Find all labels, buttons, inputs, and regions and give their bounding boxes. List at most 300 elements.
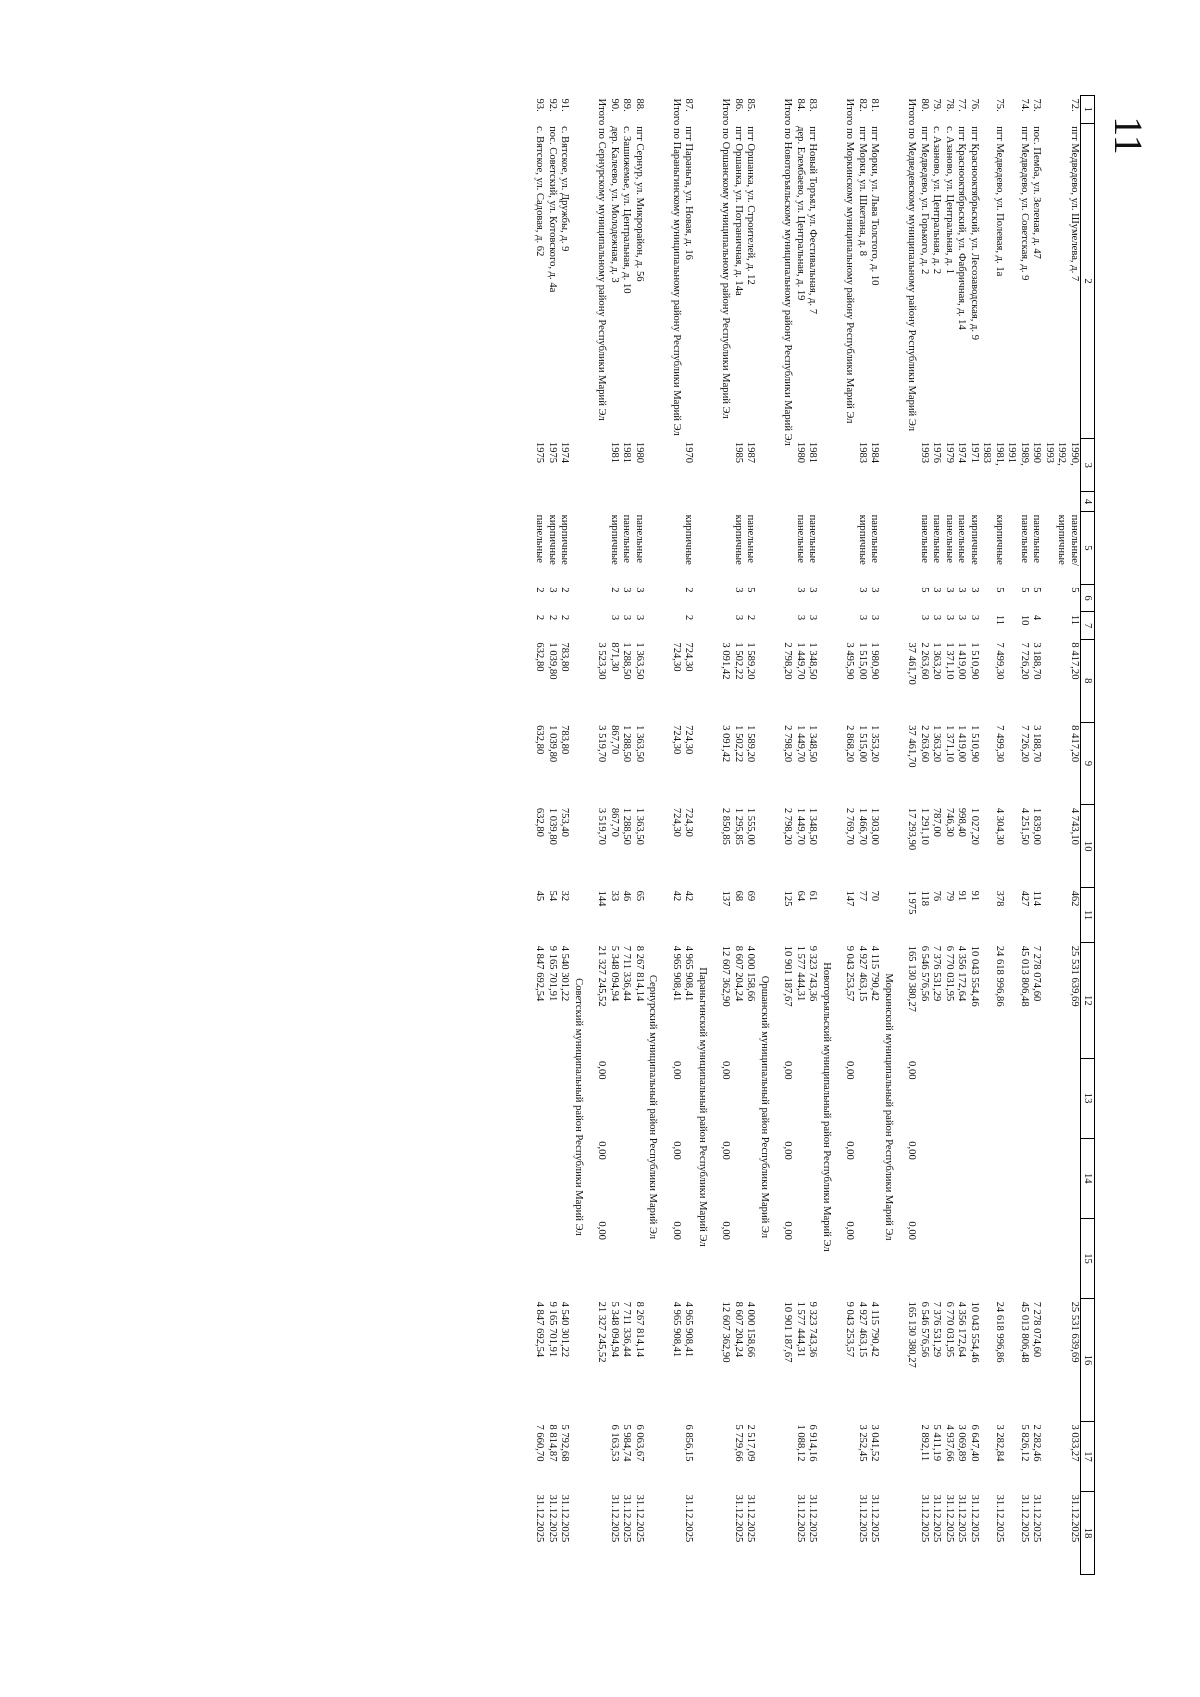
table-cell: 33 [609,890,620,902]
total-cell: 0,00 [671,1061,682,1080]
total-label: Итого по Оршанскому муниципальному району Республики Марий Эл [720,98,732,419]
column-header-row [1081,96,1095,1575]
housing-table [525,95,1095,1575]
total-cell: 3 523,30 [596,642,608,680]
table-cell: панельные [807,514,819,563]
table-cell [1005,1058,1030,1138]
table-cell: 4 251,50 [1019,807,1030,845]
table-cell [546,1058,559,1138]
spacer-row [835,96,843,1575]
table-cell [546,492,559,512]
table-cell: 3 [869,587,881,593]
total-cell: 12 607 362,90 [720,945,732,1007]
table-cell: 1 515,00 [857,642,868,680]
table-cell [943,1058,956,1138]
table-cell: 4 [1031,614,1043,621]
table-cell: 7 499,30 [994,725,1005,763]
table-cell: 1 555,00 [745,807,757,845]
table-cell [1030,1138,1043,1218]
total-cell: 42 [671,890,682,902]
table-cell: 462 [1069,890,1080,907]
table-cell: 31.12.2025 [733,1494,744,1543]
table-cell: 91 [956,890,968,902]
table-cell: 3 069,89 [956,1424,968,1462]
table-cell [744,1218,757,1298]
table-cell: 1975 [534,441,546,464]
total-cell: 724,30 [671,725,682,755]
table-cell: 8 267 814,14 [634,1301,645,1358]
table-cell: 8 607 204,24 [733,1301,744,1358]
table-row [794,96,807,1575]
table-cell [682,1218,695,1298]
table-cell: 724,30 [683,807,695,837]
total-cell: 0,00 [844,1221,856,1240]
table-cell: 2 [547,614,558,621]
table-cell: кирпичные [609,514,620,565]
table-cell: 3 [634,614,645,621]
table-cell: 1984 [869,441,881,464]
table-cell: 10 043 554,46 [969,945,980,1007]
table-cell [918,1218,931,1298]
column-header: 1 [1081,96,1095,124]
table-cell: 1 288,50 [621,807,633,845]
table-cell [558,1138,571,1218]
table-cell [620,1138,633,1218]
table-cell [732,1138,745,1218]
table-cell: 1 510,90 [969,725,980,763]
table-cell: 31.12.2025 [683,1494,695,1543]
table-cell: 1 577 444,31 [795,945,806,1002]
total-cell: 3 091,42 [720,642,732,680]
table-cell: 1 577 444,31 [795,1301,806,1358]
table-cell: пгт Краснооктябрьский, ул. Фабричная, д. 14 [956,126,968,330]
table-cell: кирпичные [994,514,1005,565]
table-cell: 31.12.2025 [931,1494,943,1543]
table-cell [918,1138,931,1218]
table-cell: 84. [795,98,806,112]
table-cell: панельные [1019,514,1030,563]
total-cell: 0,00 [596,1221,608,1240]
table-cell: 7 499,30 [994,642,1005,680]
total-cell: 0,00 [596,1061,608,1080]
table-cell [980,1058,1005,1138]
table-cell: с. Зашижемье, ул. Центральная, д. 10 [621,126,633,294]
table-cell [1043,1138,1081,1218]
table-cell: 9 323 743,36 [807,1301,819,1358]
table-cell: 85. [745,98,757,112]
table-cell: 9 323 743,36 [807,945,819,1002]
column-header: 3 [1081,439,1095,492]
total-cell: 3 091,42 [720,725,732,763]
table-cell: 1985 [733,441,744,464]
table-cell: 31.12.2025 [559,1494,571,1543]
table-cell: 1 363,50 [634,725,645,763]
table-cell [930,492,943,512]
total-cell: 724,30 [671,807,682,837]
table-cell: 1 502,22 [733,725,744,763]
table-cell [1030,492,1043,512]
table-cell: 1 348,50 [807,725,819,763]
total-cell: 144 [596,890,608,907]
table-cell: 5 [1069,587,1080,593]
table-cell: 1 353,20 [869,725,881,763]
total-cell: 0,00 [720,1141,732,1160]
total-cell: 12 607 362,90 [720,1301,732,1363]
table-cell: 2 282,46 [1031,1424,1043,1462]
table-cell: 1 088,12 [795,1424,806,1462]
table-cell: 7 726,20 [1019,725,1030,763]
table-cell: 5 [994,587,1005,593]
table-cell: 4 304,30 [994,807,1005,845]
table-cell: 3 [956,614,968,621]
table-cell: 4 540 301,22 [559,1301,571,1358]
district-heading-row [571,96,588,1575]
table-cell: 8 417,20 [1069,725,1080,763]
district-heading-row [881,96,898,1575]
table-cell: 3 [857,587,868,593]
table-cell [633,1058,646,1138]
table-cell [1043,1058,1081,1138]
table-cell: дер. Калеево, ул. Молодежная, д. 3 [609,126,620,283]
table-cell: 83. [807,98,819,112]
table-cell: 9 165 701,91 [547,1301,558,1358]
table-cell [868,1138,881,1218]
table-row [533,96,546,1575]
table-cell: 1 515,00 [857,725,868,763]
table-cell [794,1218,807,1298]
table-cell: 632,80 [534,725,546,755]
table-cell: 1976 [931,441,943,464]
table-cell: 5 348 094,94 [609,1301,620,1358]
table-cell: 3 [807,587,819,593]
table-cell [533,1218,546,1298]
table-cell: 2 263,60 [919,725,930,763]
table-cell: панельные [534,514,546,563]
table-cell: 1 348,50 [807,642,819,680]
table-cell: дер. Елембаево, ул. Центральная, д. 19 [795,126,806,301]
table-cell: 4 927 463,15 [857,1301,868,1358]
district-heading-row [695,96,712,1575]
table-row [955,96,968,1575]
table-cell [608,1218,621,1298]
total-cell: 4 965 908,41 [671,945,682,1002]
table-cell: 632,80 [534,642,546,672]
table-row [1005,96,1030,1575]
table-cell: 4 000 158,66 [745,945,757,1002]
table-cell: 632,80 [534,807,546,837]
table-cell: 724,30 [683,642,695,672]
total-cell: 0,00 [720,1221,732,1240]
table-cell: 31.12.2025 [807,1494,819,1543]
table-cell [955,492,968,512]
table-cell: 1 589,20 [745,642,757,680]
table-cell [856,492,869,512]
table-cell [558,1218,571,1298]
table-cell: 81. [869,98,881,112]
table-cell: 7 376 531,29 [931,1301,943,1358]
table-cell: 75. [994,98,1005,112]
table-cell: 3 188,70 [1031,725,1043,763]
table-cell: 10 [1019,614,1030,626]
table-cell: 6 546 576,56 [919,1301,930,1358]
table-cell: 3 [795,587,806,593]
total-label: Итого по Моркинскому муниципальному району Республики Марий Эл [844,98,856,424]
table-cell: 1 039,80 [547,642,558,680]
district-heading-row [819,96,836,1575]
table-cell: 45 [534,890,546,902]
table-cell: 4 847 692,54 [534,1301,546,1358]
table-cell: 9 165 701,91 [547,945,558,1002]
spacer-row [587,96,595,1575]
table-cell: 70 [869,890,881,902]
district-heading: Параньгинский муниципальный район Республики Марий Эл [697,967,708,1247]
table-cell [682,1138,695,1218]
table-cell: 69 [745,890,757,902]
table-cell [744,1058,757,1138]
table-cell: 6 063,67 [634,1424,645,1462]
total-cell: 147 [844,890,856,907]
table-cell: 2 [609,587,620,593]
total-label: Итого по Новоторъяльскому муниципальному району Республики Марий Эл [782,98,794,446]
table-cell: 31.12.2025 [634,1494,645,1543]
table-cell: 1980 [795,441,806,464]
table-cell: 1 419,00 [956,725,968,763]
table-cell [608,1058,621,1138]
total-cell: 0,00 [782,1141,794,1160]
total-cell: 0,00 [844,1061,856,1080]
total-cell: 9 043 253,57 [844,945,856,1002]
table-row [732,96,745,1575]
table-cell: 753,40 [559,807,571,837]
table-cell: 5 792,68 [559,1424,571,1462]
table-cell: 31.12.2025 [969,1494,980,1543]
table-cell: с. Азаново, ул. Центральная, д. 2 [931,126,943,275]
table-cell [633,492,646,512]
table-cell: 4 356 172,64 [956,945,968,1002]
total-cell: 0,00 [671,1221,682,1240]
district-heading: Советский муниципальный район Республики Марий Эл [573,978,584,1236]
table-cell: 1971 [969,441,980,464]
table-cell [943,1138,956,1218]
total-cell: 2 798,20 [782,642,794,680]
table-cell: 1987 [745,441,757,464]
table-cell [930,1218,943,1298]
total-row [670,96,683,1575]
table-cell [558,492,571,512]
table-cell: 1 039,80 [547,725,558,763]
table-cell: 118 [919,890,930,907]
table-cell: 1974 [956,441,968,464]
table-cell: 3 [931,587,943,593]
table-cell: 3 [969,614,980,621]
table-cell [533,1058,546,1138]
table-cell: 3 [956,587,968,593]
table-cell: 1 303,00 [869,807,881,845]
total-cell: 21 327 245,52 [596,1301,608,1363]
table-cell: с. Вятское, ул. Садовая, д. 62 [534,126,546,257]
total-label: Итого по Параньгинскому муниципальному району Республики Марий Эл [671,98,682,436]
table-cell [856,1218,869,1298]
total-cell: 0,00 [906,1061,918,1080]
table-cell: панельные [745,514,757,563]
table-cell: 1 449,70 [795,807,806,845]
table-cell: 783,80 [559,642,571,672]
table-cell: кирпичные [969,514,980,565]
total-cell: 3 495,90 [844,642,856,680]
table-cell [980,1138,1005,1218]
table-cell: 31.12.2025 [994,1494,1005,1543]
table-cell: 82. [857,98,868,112]
table-cell: пгт Медведево, ул. Шумелева, д. 7 [1069,126,1080,282]
table-cell: 76 [931,890,943,902]
table-cell: 114 [1031,890,1043,907]
district-heading-row [757,96,774,1575]
table-cell: 65 [634,890,645,902]
table-cell: 31.12.2025 [609,1494,620,1543]
table-cell [955,1138,968,1218]
table-cell: 1990 [1031,441,1043,464]
table-cell: 1981, 1983 [981,441,1005,466]
table-cell: 54 [547,890,558,902]
table-cell: 4 937,66 [944,1424,955,1462]
table-cell: 89. [621,98,633,112]
table-cell: 8 417,20 [1069,642,1080,680]
table-row [744,96,757,1575]
table-cell: 3 [621,587,633,593]
table-cell: 1 363,50 [634,642,645,680]
table-cell: 4 540 301,22 [559,945,571,1002]
total-cell: 0,00 [844,1141,856,1160]
table-cell: 1 510,90 [969,642,980,680]
table-cell: 7 711 336,44 [621,1301,633,1357]
table-cell [968,492,981,512]
table-cell: 867,70 [609,807,620,837]
table-cell: 3 [969,587,980,593]
total-cell: 724,30 [671,642,682,672]
table-cell: 79. [931,98,943,112]
table-row [558,96,571,1575]
table-cell: 77. [956,98,968,112]
column-header: 10 [1081,805,1095,888]
table-cell: 3 [869,614,881,621]
table-cell: 8 814,87 [547,1424,558,1462]
total-cell: 165 130 380,27 [906,945,918,1012]
table-cell: с. Вятское, ул. Дружбы, д. 9 [559,126,571,252]
table-cell: 1 589,20 [745,725,757,763]
table-cell [918,1058,931,1138]
table-cell: 1 039,80 [547,807,558,845]
table-cell [533,492,546,512]
table-cell: кирпичные [559,514,571,565]
total-row [781,96,794,1575]
district-heading: Оршанский муниципальный район Республики Марий Эл [759,975,770,1239]
table-cell: пгт Краснооктябрьский, ул. Лесозаводская, д. 9 [969,126,980,340]
table-cell: кирпичные [857,514,868,565]
table-cell: 74. [1019,98,1030,112]
table-cell: 6 770 031,95 [944,1301,955,1358]
table-cell: 1 371,10 [944,642,955,680]
table-cell: 2 [534,587,546,593]
table-cell: 7 278 074,60 [1031,945,1043,1002]
table-cell [546,1218,559,1298]
total-cell: 17 293,90 [906,807,918,851]
table-cell [980,1218,1005,1298]
table-cell: 5 348 094,94 [609,945,620,1002]
table-row [1043,96,1081,1575]
table-cell [1030,1218,1043,1298]
table-cell [868,1058,881,1138]
total-cell: 10 901 187,67 [782,945,794,1007]
table-body [525,96,1081,1575]
table-cell: 24 618 996,86 [994,945,1005,1007]
table-cell: 64 [795,890,806,902]
table-cell: 87. [683,98,695,112]
table-cell: 378 [994,890,1005,907]
table-cell: 1 371,10 [944,725,955,763]
table-cell [968,1138,981,1218]
table-cell [682,492,695,512]
table-cell: 91 [969,890,980,902]
total-cell: 2 798,20 [782,725,794,763]
table-cell: пгт Оршанка, ул. Пограничная, д. 14а [733,126,744,296]
table-cell [868,1218,881,1298]
district-heading-row [645,96,662,1575]
table-cell: 1989, 1991 [1006,441,1030,466]
total-cell: 21 327 245,52 [596,945,608,1007]
table-cell [1005,492,1030,512]
table-cell: 7 278 074,60 [1031,1301,1043,1358]
total-row [905,96,918,1575]
table-cell: панельные [944,514,955,563]
column-header: 15 [1081,1218,1095,1298]
table-cell: 867,70 [609,725,620,755]
table-cell [533,1138,546,1218]
table-cell [546,1138,559,1218]
total-cell: 2 798,20 [782,807,794,845]
table-cell [620,492,633,512]
table-cell: 25 531 639,69 [1069,1301,1080,1363]
total-label: Итого по Медведевскому муниципальному району Республики Марий Эл [906,98,918,431]
table-cell: 6 770 031,95 [944,945,955,1002]
table-row [1030,96,1043,1575]
table-cell: кирпичные [547,514,558,565]
table-cell: 5 826,12 [1019,1424,1030,1462]
table-row [633,96,646,1575]
table-cell: 4 356 172,64 [956,1301,968,1358]
table-cell [856,1138,869,1218]
table-cell [918,492,931,512]
table-cell: 10 043 554,46 [969,1301,980,1363]
table-cell: 1 363,20 [931,642,943,680]
total-cell: 2 850,85 [720,807,732,845]
table-cell: 1 288,50 [621,642,633,680]
column-header: 9 [1081,722,1095,805]
table-cell: 4 965 908,41 [683,945,695,1002]
column-header: 8 [1081,639,1095,722]
table-cell: 3 [733,587,744,593]
table-cell: 31.12.2025 [869,1494,881,1543]
table-cell: 80. [919,98,930,112]
table-cell [1005,1138,1030,1218]
table-cell: панельные [931,514,943,563]
table-cell: 76. [969,98,980,112]
table-row [620,96,633,1575]
table-cell: 11 [1069,614,1080,626]
table-cell: кирпичные [683,514,695,565]
table-cell [620,1058,633,1138]
table-cell: 3 033,27 [1069,1424,1080,1462]
table-row [968,96,981,1575]
